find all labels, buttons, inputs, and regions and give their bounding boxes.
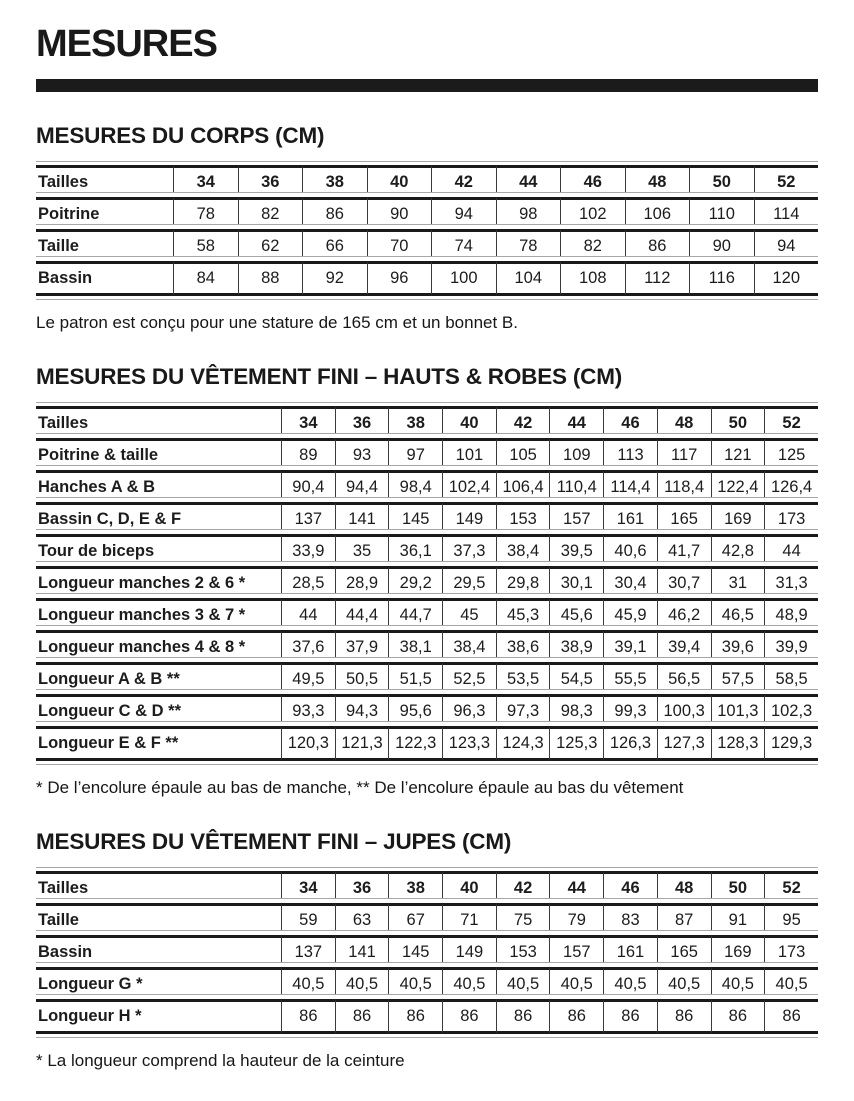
value-cell: 87 [657, 903, 711, 935]
value-cell: 137 [281, 502, 335, 534]
value-cell: 129,3 [764, 726, 818, 761]
value-cell: 124,3 [496, 726, 550, 761]
value-cell: 117 [657, 438, 711, 470]
section-heading-skirts: MESURES DU VÊTEMENT FINI – JUPES (CM) [36, 829, 512, 854]
value-cell: 40,5 [549, 967, 603, 999]
size-header-cell: 44 [549, 871, 603, 903]
value-cell: 90,4 [281, 470, 335, 502]
value-cell: 51,5 [388, 662, 442, 694]
size-header-cell: 40 [367, 165, 432, 197]
size-header-cell: 38 [388, 406, 442, 438]
size-header-cell: 34 [173, 165, 238, 197]
measure-row [36, 935, 818, 967]
value-cell: 62 [238, 229, 303, 261]
value-cell: 42,8 [711, 534, 765, 566]
value-cell: 98 [496, 197, 561, 229]
measure-row [36, 999, 818, 1034]
value-cell: 106 [625, 197, 690, 229]
value-cell: 86 [302, 197, 367, 229]
value-cell: 116 [689, 261, 754, 296]
value-cell: 161 [603, 935, 657, 967]
value-cell: 101,3 [711, 694, 765, 726]
value-cell: 114,4 [603, 470, 657, 502]
value-cell: 102 [560, 197, 625, 229]
row-label: Longueur C & D ** [36, 694, 281, 726]
row-label: Longueur manches 3 & 7 * [36, 598, 281, 630]
value-cell: 40,5 [657, 967, 711, 999]
value-cell: 101 [442, 438, 496, 470]
measure-row [36, 726, 818, 761]
value-cell: 50,5 [335, 662, 389, 694]
value-cell: 86 [442, 999, 496, 1034]
value-cell: 120 [754, 261, 819, 296]
value-cell: 84 [173, 261, 238, 296]
value-cell: 54,5 [549, 662, 603, 694]
value-cell: 66 [302, 229, 367, 261]
value-cell: 99,3 [603, 694, 657, 726]
value-cell: 145 [388, 935, 442, 967]
value-cell: 89 [281, 438, 335, 470]
value-cell: 106,4 [496, 470, 550, 502]
body-measurements-table [36, 165, 818, 296]
size-header-cell: 36 [335, 871, 389, 903]
size-header-cell: 48 [657, 871, 711, 903]
row-label: Tour de biceps [36, 534, 281, 566]
stature-note: Le patron est conçu pour une stature de 165 cm et un bonnet B. [36, 313, 518, 332]
value-cell: 91 [711, 903, 765, 935]
measure-row [36, 229, 818, 261]
row-label: Hanches A & B [36, 470, 281, 502]
value-cell: 173 [764, 502, 818, 534]
value-cell: 44,7 [388, 598, 442, 630]
value-cell: 126,4 [764, 470, 818, 502]
size-header-label: Tailles [36, 871, 281, 903]
row-label: Longueur A & B ** [36, 662, 281, 694]
value-cell: 88 [238, 261, 303, 296]
size-header-cell: 40 [442, 406, 496, 438]
value-cell: 71 [442, 903, 496, 935]
value-cell: 141 [335, 935, 389, 967]
size-header-cell: 46 [560, 165, 625, 197]
value-cell: 149 [442, 502, 496, 534]
value-cell: 40,5 [603, 967, 657, 999]
value-cell: 102,4 [442, 470, 496, 502]
section-heading-tops-dresses: MESURES DU VÊTEMENT FINI – HAUTS & ROBES (CM) [36, 364, 623, 389]
value-cell: 39,1 [603, 630, 657, 662]
value-cell: 86 [281, 999, 335, 1034]
value-cell: 58 [173, 229, 238, 261]
measure-row [36, 261, 818, 296]
value-cell: 40,5 [281, 967, 335, 999]
measure-row [36, 438, 818, 470]
value-cell: 114 [754, 197, 819, 229]
value-cell: 38,6 [496, 630, 550, 662]
value-cell: 29,8 [496, 566, 550, 598]
value-cell: 35 [335, 534, 389, 566]
value-cell: 96 [367, 261, 432, 296]
size-header-cell: 38 [302, 165, 367, 197]
size-header-cell: 46 [603, 406, 657, 438]
value-cell: 39,9 [764, 630, 818, 662]
value-cell: 157 [549, 502, 603, 534]
value-cell: 70 [367, 229, 432, 261]
value-cell: 109 [549, 438, 603, 470]
value-cell: 169 [711, 502, 765, 534]
measure-row [36, 967, 818, 999]
size-header-row [36, 165, 818, 197]
value-cell: 63 [335, 903, 389, 935]
title-divider [36, 79, 818, 92]
value-cell: 48,9 [764, 598, 818, 630]
value-cell: 33,9 [281, 534, 335, 566]
size-header-row [36, 871, 818, 903]
value-cell: 30,1 [549, 566, 603, 598]
size-header-cell: 48 [657, 406, 711, 438]
value-cell: 137 [281, 935, 335, 967]
value-cell: 86 [711, 999, 765, 1034]
value-cell: 53,5 [496, 662, 550, 694]
value-cell: 118,4 [657, 470, 711, 502]
value-cell: 86 [549, 999, 603, 1034]
value-cell: 67 [388, 903, 442, 935]
row-label: Longueur H * [36, 999, 281, 1034]
size-header-label: Tailles [36, 406, 281, 438]
value-cell: 122,4 [711, 470, 765, 502]
value-cell: 40,5 [442, 967, 496, 999]
size-header-cell: 42 [496, 871, 550, 903]
value-cell: 46,5 [711, 598, 765, 630]
value-cell: 39,4 [657, 630, 711, 662]
value-cell: 90 [367, 197, 432, 229]
value-cell: 40,5 [496, 967, 550, 999]
size-header-cell: 36 [335, 406, 389, 438]
value-cell: 153 [496, 502, 550, 534]
row-label: Taille [36, 229, 173, 261]
value-cell: 149 [442, 935, 496, 967]
value-cell: 86 [335, 999, 389, 1034]
size-header-label: Tailles [36, 165, 173, 197]
value-cell: 37,6 [281, 630, 335, 662]
value-cell: 110,4 [549, 470, 603, 502]
measure-row [36, 502, 818, 534]
value-cell: 157 [549, 935, 603, 967]
row-label: Taille [36, 903, 281, 935]
value-cell: 161 [603, 502, 657, 534]
page-title: MESURES [36, 23, 217, 65]
value-cell: 28,9 [335, 566, 389, 598]
value-cell: 45,9 [603, 598, 657, 630]
value-cell: 78 [173, 197, 238, 229]
value-cell: 105 [496, 438, 550, 470]
value-cell: 39,5 [549, 534, 603, 566]
value-cell: 49,5 [281, 662, 335, 694]
value-cell: 96,3 [442, 694, 496, 726]
value-cell: 141 [335, 502, 389, 534]
value-cell: 79 [549, 903, 603, 935]
row-label: Longueur E & F ** [36, 726, 281, 761]
size-header-cell: 34 [281, 871, 335, 903]
value-cell: 100,3 [657, 694, 711, 726]
row-label: Longueur manches 4 & 8 * [36, 630, 281, 662]
value-cell: 37,3 [442, 534, 496, 566]
tops-dresses-table-frame [36, 402, 818, 765]
measure-row [36, 630, 818, 662]
skirts-table-frame [36, 867, 818, 1038]
value-cell: 74 [431, 229, 496, 261]
measure-row [36, 903, 818, 935]
value-cell: 153 [496, 935, 550, 967]
section-finished-skirts [36, 829, 818, 1071]
value-cell: 82 [238, 197, 303, 229]
value-cell: 41,7 [657, 534, 711, 566]
value-cell: 82 [560, 229, 625, 261]
value-cell: 55,5 [603, 662, 657, 694]
size-header-cell: 52 [764, 871, 818, 903]
body-measurements-table-frame [36, 161, 818, 300]
value-cell: 121 [711, 438, 765, 470]
row-label: Longueur G * [36, 967, 281, 999]
value-cell: 56,5 [657, 662, 711, 694]
value-cell: 45 [442, 598, 496, 630]
value-cell: 44 [764, 534, 818, 566]
value-cell: 123,3 [442, 726, 496, 761]
value-cell: 108 [560, 261, 625, 296]
value-cell: 83 [603, 903, 657, 935]
value-cell: 127,3 [657, 726, 711, 761]
size-header-cell: 48 [625, 165, 690, 197]
skirts-table [36, 871, 818, 1034]
measure-row [36, 197, 818, 229]
value-cell: 36,1 [388, 534, 442, 566]
value-cell: 86 [603, 999, 657, 1034]
value-cell: 122,3 [388, 726, 442, 761]
value-cell: 38,4 [442, 630, 496, 662]
value-cell: 86 [496, 999, 550, 1034]
value-cell: 40,5 [388, 967, 442, 999]
value-cell: 125,3 [549, 726, 603, 761]
size-header-cell: 42 [496, 406, 550, 438]
value-cell: 44 [281, 598, 335, 630]
value-cell: 98,4 [388, 470, 442, 502]
value-cell: 95 [764, 903, 818, 935]
value-cell: 100 [431, 261, 496, 296]
size-header-cell: 44 [496, 165, 561, 197]
row-label: Bassin [36, 935, 281, 967]
value-cell: 125 [764, 438, 818, 470]
value-cell: 95,6 [388, 694, 442, 726]
size-header-cell: 40 [442, 871, 496, 903]
value-cell: 97,3 [496, 694, 550, 726]
row-label: Poitrine & taille [36, 438, 281, 470]
value-cell: 86 [657, 999, 711, 1034]
measure-row [36, 566, 818, 598]
value-cell: 40,5 [764, 967, 818, 999]
size-header-cell: 36 [238, 165, 303, 197]
value-cell: 120,3 [281, 726, 335, 761]
section-body-measurements [36, 123, 818, 333]
row-label: Longueur manches 2 & 6 * [36, 566, 281, 598]
value-cell: 94,4 [335, 470, 389, 502]
value-cell: 86 [625, 229, 690, 261]
value-cell: 102,3 [764, 694, 818, 726]
skirts-footnote: * La longueur comprend la hauteur de la ceinture [36, 1051, 405, 1070]
value-cell: 113 [603, 438, 657, 470]
value-cell: 126,3 [603, 726, 657, 761]
size-header-cell: 44 [549, 406, 603, 438]
value-cell: 86 [764, 999, 818, 1034]
value-cell: 78 [496, 229, 561, 261]
value-cell: 173 [764, 935, 818, 967]
value-cell: 165 [657, 935, 711, 967]
value-cell: 40,5 [711, 967, 765, 999]
value-cell: 92 [302, 261, 367, 296]
value-cell: 40,6 [603, 534, 657, 566]
value-cell: 98,3 [549, 694, 603, 726]
value-cell: 75 [496, 903, 550, 935]
value-cell: 38,4 [496, 534, 550, 566]
value-cell: 94,3 [335, 694, 389, 726]
value-cell: 121,3 [335, 726, 389, 761]
value-cell: 128,3 [711, 726, 765, 761]
value-cell: 112 [625, 261, 690, 296]
size-header-cell: 34 [281, 406, 335, 438]
value-cell: 39,6 [711, 630, 765, 662]
section-heading-body: MESURES DU CORPS (CM) [36, 123, 325, 148]
value-cell: 44,4 [335, 598, 389, 630]
row-label: Bassin [36, 261, 173, 296]
row-label: Bassin C, D, E & F [36, 502, 281, 534]
measure-row [36, 662, 818, 694]
size-header-cell: 46 [603, 871, 657, 903]
size-header-cell: 50 [711, 406, 765, 438]
section-finished-tops-dresses [36, 364, 818, 798]
value-cell: 97 [388, 438, 442, 470]
value-cell: 93,3 [281, 694, 335, 726]
measure-row [36, 470, 818, 502]
value-cell: 110 [689, 197, 754, 229]
measure-row [36, 694, 818, 726]
value-cell: 59 [281, 903, 335, 935]
value-cell: 94 [754, 229, 819, 261]
value-cell: 46,2 [657, 598, 711, 630]
measure-row [36, 598, 818, 630]
value-cell: 94 [431, 197, 496, 229]
value-cell: 38,1 [388, 630, 442, 662]
size-header-cell: 50 [689, 165, 754, 197]
value-cell: 30,4 [603, 566, 657, 598]
tops-dresses-footnote: * De l’encolure épaule au bas de manche, ** De l’encolure épaule au bas du vêtement [36, 778, 684, 797]
row-label: Poitrine [36, 197, 173, 229]
value-cell: 90 [689, 229, 754, 261]
size-header-cell: 52 [754, 165, 819, 197]
value-cell: 40,5 [335, 967, 389, 999]
value-cell: 30,7 [657, 566, 711, 598]
value-cell: 29,2 [388, 566, 442, 598]
value-cell: 57,5 [711, 662, 765, 694]
size-header-cell: 52 [764, 406, 818, 438]
value-cell: 86 [388, 999, 442, 1034]
value-cell: 45,6 [549, 598, 603, 630]
size-header-cell: 42 [431, 165, 496, 197]
size-header-cell: 50 [711, 871, 765, 903]
value-cell: 37,9 [335, 630, 389, 662]
value-cell: 52,5 [442, 662, 496, 694]
value-cell: 169 [711, 935, 765, 967]
size-header-cell: 38 [388, 871, 442, 903]
value-cell: 145 [388, 502, 442, 534]
value-cell: 38,9 [549, 630, 603, 662]
value-cell: 58,5 [764, 662, 818, 694]
measure-row [36, 534, 818, 566]
size-header-row [36, 406, 818, 438]
value-cell: 93 [335, 438, 389, 470]
tops-dresses-table [36, 406, 818, 761]
value-cell: 31 [711, 566, 765, 598]
value-cell: 29,5 [442, 566, 496, 598]
value-cell: 165 [657, 502, 711, 534]
value-cell: 31,3 [764, 566, 818, 598]
value-cell: 28,5 [281, 566, 335, 598]
value-cell: 104 [496, 261, 561, 296]
value-cell: 45,3 [496, 598, 550, 630]
